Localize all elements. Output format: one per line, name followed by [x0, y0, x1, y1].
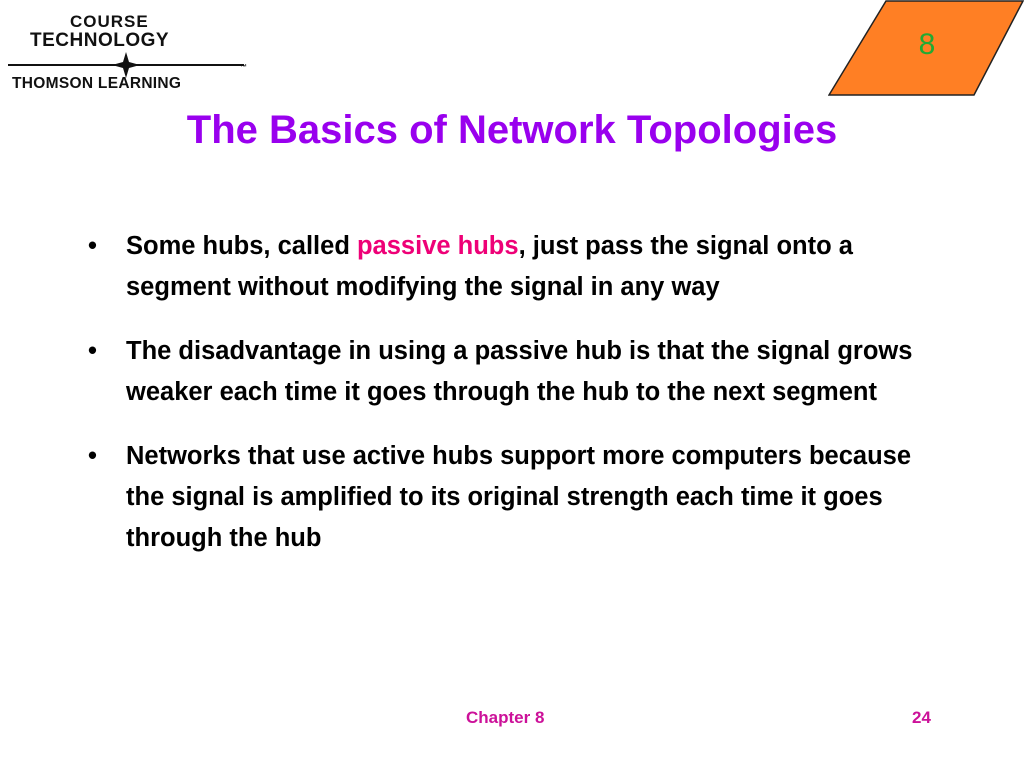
bullet-item	[88, 226, 938, 308]
logo-course-text: COURSE	[70, 12, 149, 31]
course-technology-logo	[8, 8, 258, 98]
footer-page-number: 24	[912, 708, 931, 727]
logo-trademark: ™	[240, 64, 248, 71]
logo-technology-text: TECHNOLOGY	[30, 30, 170, 51]
bullet-item	[88, 331, 938, 413]
chapter-tab-number: 8	[918, 28, 936, 61]
bullet-marker: •	[88, 232, 97, 260]
bullet-text-before: Some hubs, called	[126, 232, 357, 260]
bullet-text-after: , just pass the signal onto a segment without modifying the signal in any way	[126, 232, 853, 301]
bullet-marker: •	[88, 442, 97, 470]
bullet-text: The disadvantage in using a passive hub is that the signal grows weaker each time it goes through the hub to the next segment	[126, 337, 913, 406]
bullet-list	[88, 226, 938, 582]
logo-thomson-learning-text: THOMSON LEARNING	[12, 75, 182, 92]
bullet-text: Networks that use active hubs support more computers because the signal is amplified to its original strength each time it goes through the hub	[126, 442, 912, 552]
passive-hubs-term: passive hubs	[356, 232, 519, 260]
bullet-marker: •	[88, 337, 97, 365]
footer-chapter-label: Chapter 8	[466, 708, 545, 727]
bullet-item	[88, 436, 938, 559]
slide-title: The Basics of Network Topologies	[186, 108, 838, 152]
